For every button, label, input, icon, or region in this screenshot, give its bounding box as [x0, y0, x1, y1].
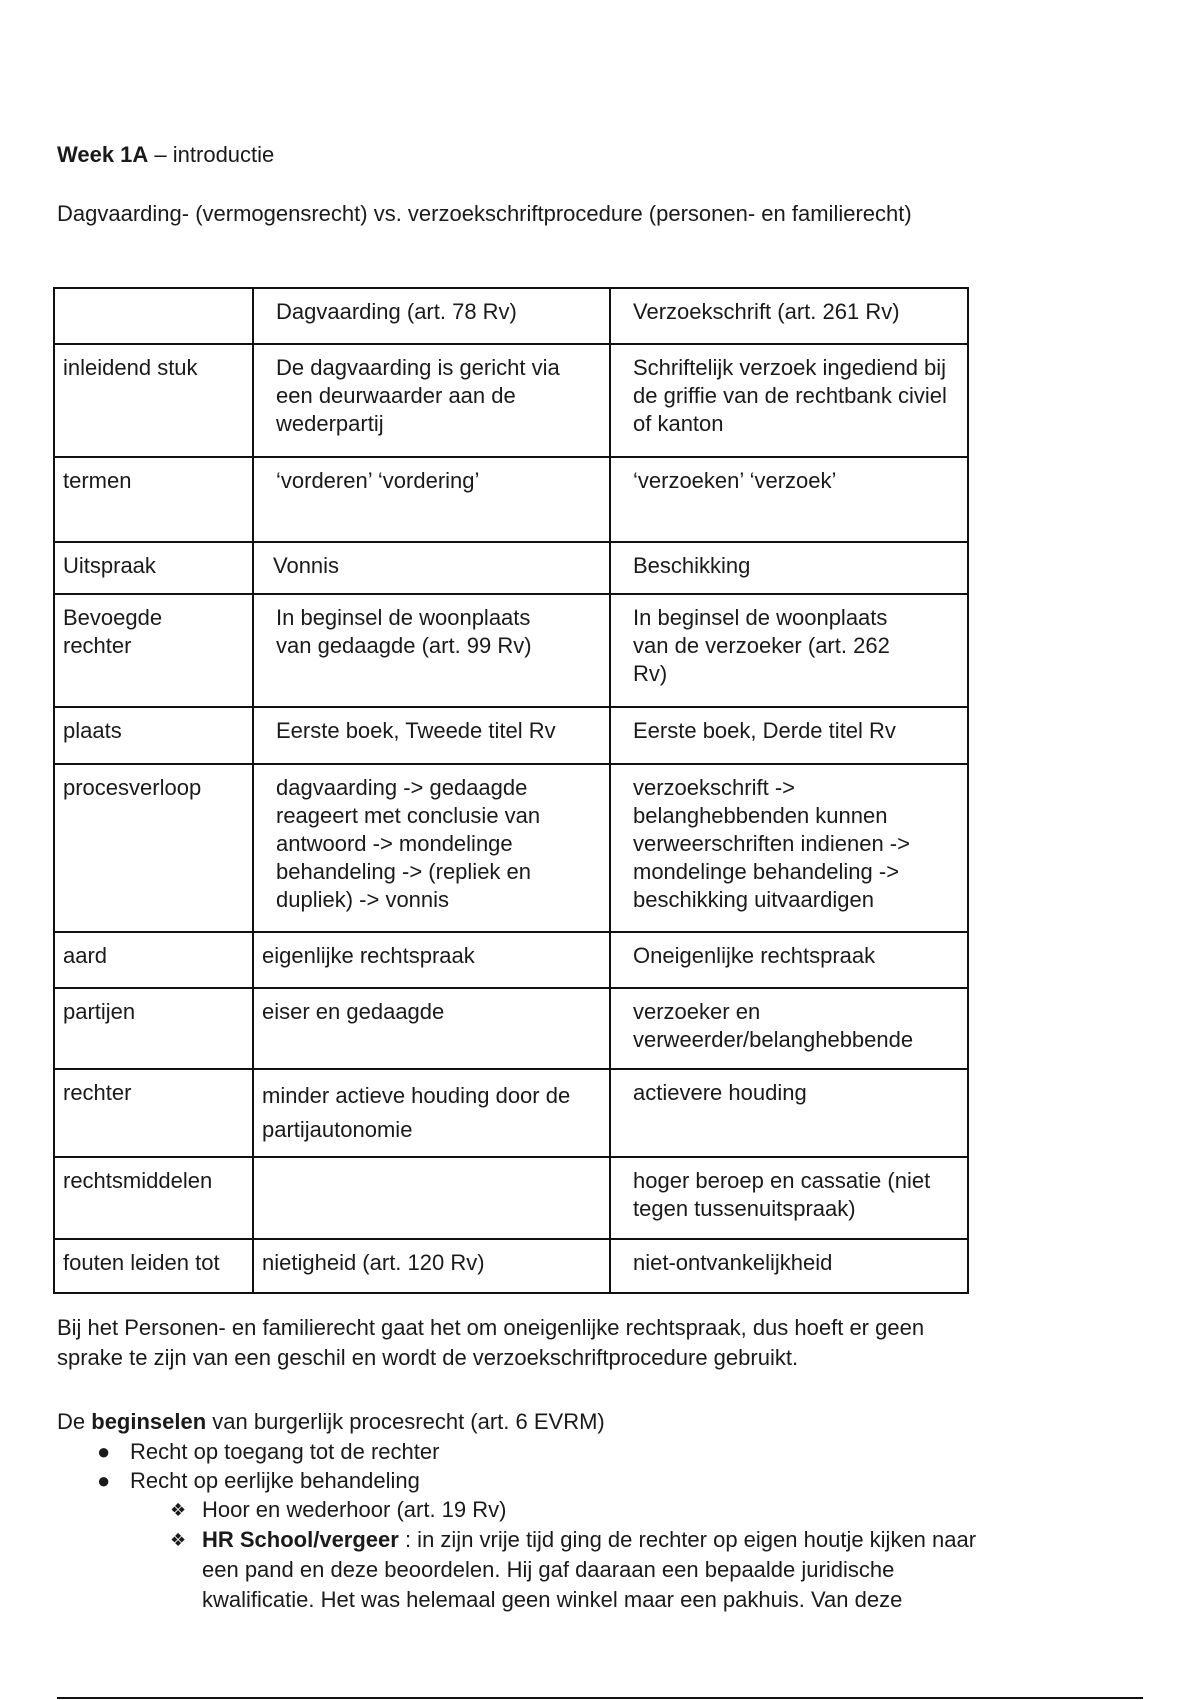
case-name: HR School/vergeer	[202, 1527, 399, 1552]
table-cell: eigenlijke rechtspraak	[253, 932, 610, 988]
table-cell: rechter	[54, 1069, 253, 1157]
table-cell: Uitspraak	[54, 542, 253, 594]
diamond-bullet-icon: ❖	[170, 1530, 187, 1550]
table-cell: Bevoegde rechter	[54, 594, 253, 707]
table-cell: actievere houding	[610, 1069, 968, 1157]
table-cell: Vonnis	[253, 542, 610, 594]
table-cell: eiser en gedaagde	[253, 988, 610, 1069]
list-item	[97, 1437, 1057, 1466]
sub-list	[130, 1495, 1057, 1615]
table-header-cell: Verzoekschrift (art. 261 Rv)	[610, 288, 968, 344]
table-cell: aard	[54, 932, 253, 988]
table-row	[54, 457, 968, 542]
table-row	[54, 1239, 968, 1293]
table-row	[54, 542, 968, 594]
table-cell: Schriftelijk verzoek ingediend bij de griffie van de rechtbank civiel of kanton	[610, 344, 968, 457]
sub-list-item	[170, 1495, 1002, 1525]
table-cell: In beginsel de woonplaats van gedaagde (art. 99 Rv)	[253, 594, 610, 707]
principles-intro	[57, 1407, 1057, 1437]
table-cell: Beschikking	[610, 542, 968, 594]
table-cell: nietigheid (art. 120 Rv)	[253, 1239, 610, 1293]
table-cell: verzoekschrift -> belanghebbenden kunnen verweerschriften indienen -> mondelinge behandeling -> beschikking uitvaardigen	[610, 764, 968, 932]
table-row	[54, 344, 968, 457]
table-cell: ‘vorderen’ ‘vordering’	[253, 457, 610, 542]
table-cell: dagvaarding -> gedaagde reageert met conclusie van antwoord -> mondelinge behandeling -> (repliek en dupliek) -> vonnis	[253, 764, 610, 932]
table-row	[54, 1157, 968, 1239]
explanation-paragraph: Bij het Personen- en familierecht gaat het om oneigenlijke rechtspraak, dus hoeft er geen sprake te zijn van een geschil en wordt de verzoekschriftprocedure gebruikt.	[57, 1315, 925, 1370]
table-cell: verzoeker en verweerder/belanghebbende	[610, 988, 968, 1069]
table-row	[54, 707, 968, 764]
table-cell: minder actieve houding door de partijautonomie	[253, 1069, 610, 1157]
table-cell: fouten leiden tot	[54, 1239, 253, 1293]
table-row	[54, 932, 968, 988]
list-item-text: Recht op toegang tot de rechter	[130, 1439, 440, 1464]
table-cell	[253, 1157, 610, 1239]
table-cell: partijen	[54, 988, 253, 1069]
comparison-table	[53, 287, 969, 1294]
week-label: Week 1A	[57, 142, 149, 167]
table-cell: procesverloop	[54, 764, 253, 932]
table-cell: termen	[54, 457, 253, 542]
diamond-bullet-icon: ❖	[170, 1500, 187, 1520]
table-row	[54, 764, 968, 932]
page-title	[57, 140, 274, 170]
table-cell: Oneigenlijke rechtspraak	[610, 932, 968, 988]
week-subtitle: – introductie	[148, 142, 275, 167]
table-cell: niet-ontvankelijkheid	[610, 1239, 968, 1293]
principles-section	[57, 1407, 1057, 1615]
bullet-icon: ●	[97, 1439, 111, 1464]
table-header-cell	[54, 288, 253, 344]
table-cell: inleidend stuk	[54, 344, 253, 457]
table-header-row	[54, 288, 968, 344]
table-cell: rechtsmiddelen	[54, 1157, 253, 1239]
table-row	[54, 988, 968, 1069]
table-cell: In beginsel de woonplaats van de verzoeker (art. 262 Rv)	[610, 594, 968, 707]
page-divider	[57, 1697, 1143, 1699]
list-item	[97, 1466, 1057, 1615]
table-header-cell: Dagvaarding (art. 78 Rv)	[253, 288, 610, 344]
principles-intro-bold: beginselen	[91, 1409, 207, 1434]
table-row	[54, 1069, 968, 1157]
table-cell: De dagvaarding is gericht via een deurwaarder aan de wederpartij	[253, 344, 610, 457]
section-subtitle: Dagvaarding- (vermogensrecht) vs. verzoekschriftprocedure (personen- en familierecht)	[57, 201, 912, 226]
sub-list-item	[170, 1525, 1002, 1615]
principles-list	[57, 1437, 1057, 1615]
table-cell: Eerste boek, Tweede titel Rv	[253, 707, 610, 764]
table-cell: Eerste boek, Derde titel Rv	[610, 707, 968, 764]
table-cell: ‘verzoeken’ ‘verzoek’	[610, 457, 968, 542]
table-row	[54, 594, 968, 707]
table-cell: plaats	[54, 707, 253, 764]
list-item-text: Recht op eerlijke behandeling	[130, 1468, 420, 1493]
table-cell: hoger beroep en cassatie (niet tegen tussenuitspraak)	[610, 1157, 968, 1239]
bullet-icon: ●	[97, 1468, 111, 1493]
case-description: : in zijn vrije tijd ging de rechter op eigen houtje kijken naar een pand en deze beoordelen. Hij gaf daaraan een bepaalde juridische kwalificatie. Het was helemaal geen winkel maar een pakhuis. Van deze	[202, 1527, 977, 1612]
sub-list-item-text: Hoor en wederhoor (art. 19 Rv)	[202, 1497, 507, 1522]
principles-intro-end: van burgerlijk procesrecht (art. 6 EVRM)	[206, 1409, 605, 1434]
principles-intro-start: De	[57, 1409, 92, 1434]
